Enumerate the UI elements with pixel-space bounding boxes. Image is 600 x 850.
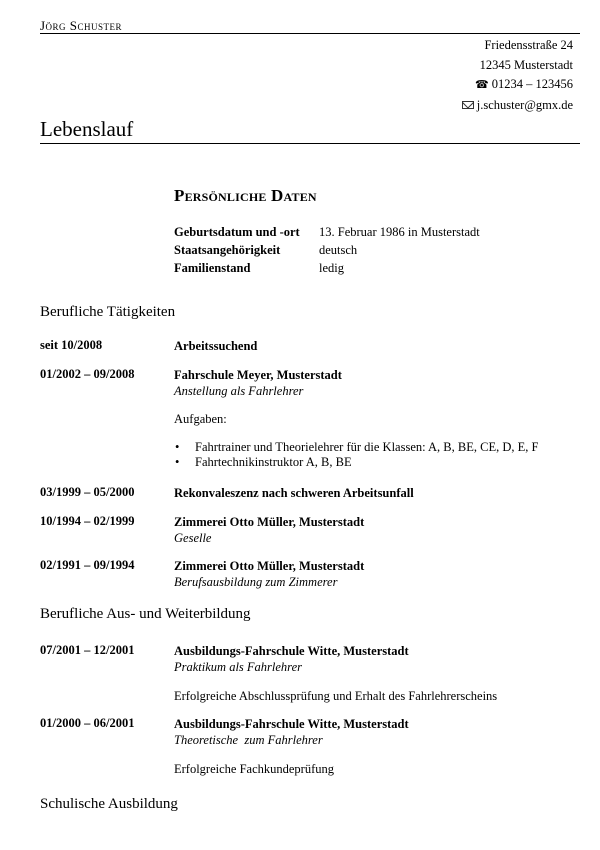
personal-label: Familienstand bbox=[174, 261, 251, 275]
document-title: Lebenslauf bbox=[40, 117, 134, 141]
phone-icon: ☎ bbox=[475, 79, 489, 91]
entry-body bbox=[174, 367, 538, 470]
personal-heading: Persönliche Daten bbox=[174, 186, 317, 205]
entry-subtitle: Berufsausbildung zum Zimmerer bbox=[174, 575, 338, 589]
entry-date: 03/1999 – 05/2000 bbox=[40, 485, 135, 499]
header-name: Jörg Schuster bbox=[40, 18, 123, 33]
personal-label: Staatsangehörigkeit bbox=[174, 243, 281, 257]
entry-date: 10/1994 – 02/1999 bbox=[40, 514, 135, 528]
work-heading: Berufliche Tätigkeiten bbox=[40, 304, 176, 320]
entry-body bbox=[174, 485, 414, 501]
personal-row bbox=[174, 225, 480, 240]
contact-phone-line bbox=[462, 75, 573, 96]
entry-date: 01/2000 – 06/2001 bbox=[40, 716, 135, 730]
contact-phone: 01234 – 123456 bbox=[491, 77, 573, 91]
personal-value: ledig bbox=[319, 261, 344, 275]
contact-city: 12345 Musterstadt bbox=[479, 57, 573, 72]
entry-body bbox=[174, 716, 409, 777]
personal-value: 13. Februar 1986 in Musterstadt bbox=[319, 225, 480, 239]
contact-street: Friedensstraße 24 bbox=[484, 38, 573, 52]
entry-subtitle: Theoretische zum Fahrlehrer bbox=[174, 733, 323, 747]
contact-email-line bbox=[462, 96, 573, 116]
entry-title: Ausbildungs-Fahrschule Witte, Musterstadt bbox=[174, 644, 409, 658]
entry-subtitle: Praktikum als Fahrlehrer bbox=[174, 660, 302, 674]
entry-body bbox=[174, 338, 257, 354]
entry-date: 07/2001 – 12/2001 bbox=[40, 643, 135, 657]
entry-date: 01/2002 – 09/2008 bbox=[40, 367, 135, 381]
entry-title: Rekonvaleszenz nach schweren Arbeitsunfall bbox=[174, 486, 414, 500]
entry-body bbox=[174, 558, 364, 590]
contact-block bbox=[462, 36, 573, 115]
entry-body bbox=[174, 514, 364, 546]
training-heading: Berufliche Aus- und Weiterbildung bbox=[40, 606, 251, 622]
entry-title: Zimmerei Otto Müller, Musterstadt bbox=[174, 559, 365, 573]
title-rule bbox=[40, 143, 580, 144]
list-item: • Fahrtrainer und Theorielehrer für die Klassen: A, B, BE, CE, D, E, F bbox=[174, 440, 538, 455]
entry-note: Erfolgreiche Fachkundeprüfung bbox=[174, 762, 335, 776]
entry-date: 02/1991 – 09/1994 bbox=[40, 558, 135, 572]
tasks-list bbox=[174, 440, 538, 470]
entry-body bbox=[174, 643, 497, 704]
entry-title: Arbeitssuchend bbox=[174, 339, 258, 353]
personal-label: Geburtsdatum und -ort bbox=[174, 225, 300, 239]
tasks-label: Aufgaben: bbox=[174, 412, 227, 426]
entry-subtitle: Anstellung als Fahrlehrer bbox=[174, 384, 304, 398]
personal-value: deutsch bbox=[319, 243, 358, 257]
entry-date: seit 10/2008 bbox=[40, 338, 103, 352]
envelope-icon bbox=[462, 101, 474, 109]
entry-title: Zimmerei Otto Müller, Musterstadt bbox=[174, 515, 365, 529]
header-rule bbox=[40, 33, 580, 34]
entry-subtitle: Geselle bbox=[174, 531, 212, 545]
entry-note: Erfolgreiche Abschlussprüfung und Erhalt des Fahrlehrerscheins bbox=[174, 689, 498, 703]
entry-title: Ausbildungs-Fahrschule Witte, Musterstadt bbox=[174, 717, 409, 731]
entry-title: Fahrschule Meyer, Musterstadt bbox=[174, 368, 342, 382]
personal-row bbox=[174, 243, 357, 258]
school-heading: Schulische Ausbildung bbox=[40, 796, 178, 812]
contact-email: j.schuster@gmx.de bbox=[476, 97, 573, 112]
list-item: • Fahrtechnikinstruktor A, B, BE bbox=[174, 455, 538, 470]
personal-row bbox=[174, 261, 344, 276]
